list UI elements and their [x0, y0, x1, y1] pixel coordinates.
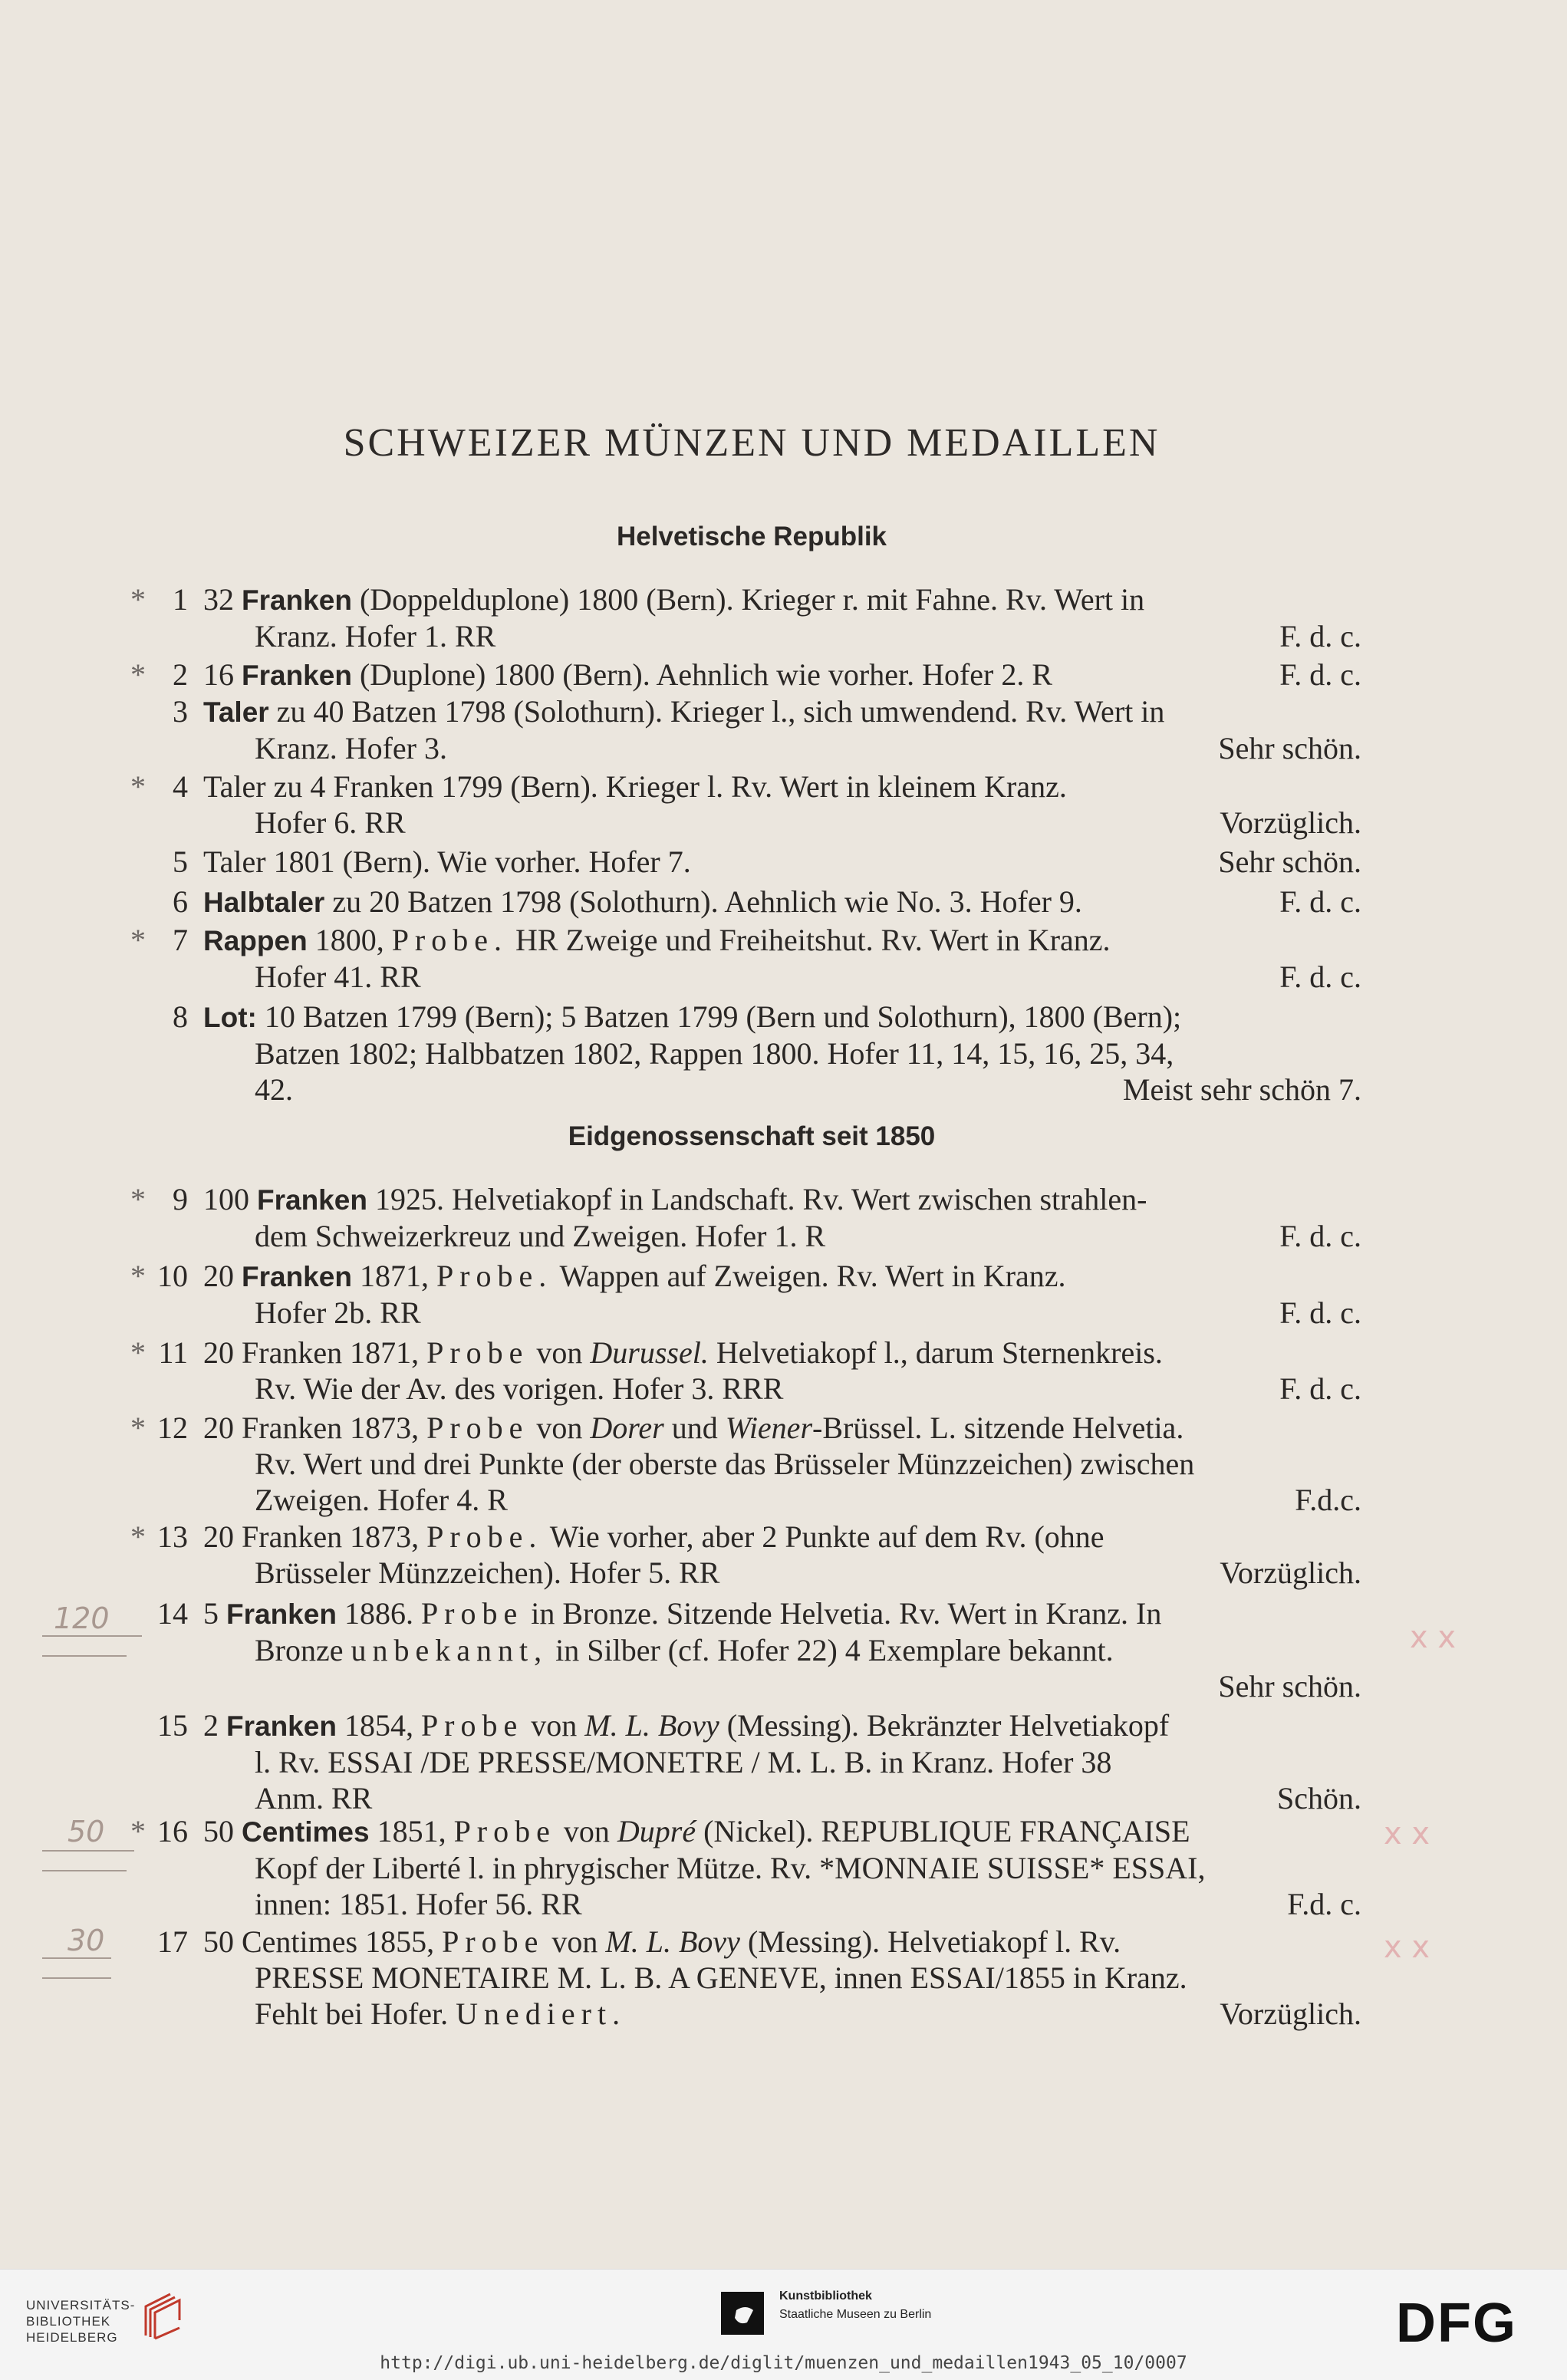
grade: F. d. c.	[1279, 657, 1361, 692]
lot-number: 10	[157, 1259, 188, 1293]
lot-number: 12	[157, 1411, 188, 1445]
lot-number: 8	[173, 999, 188, 1034]
grade: F.d. c.	[1287, 1887, 1361, 1921]
lot-number: 9	[173, 1182, 188, 1216]
grade: Sehr schön.	[1218, 731, 1361, 765]
dfg-logo[interactable]: DFG	[1396, 2293, 1517, 2354]
lot-number: 13	[157, 1519, 188, 1554]
lot-number: 6	[173, 884, 188, 919]
star-marker: *	[130, 1259, 146, 1293]
section-heading-helvetische: Helvetische Republik	[616, 522, 887, 551]
page-url[interactable]: http://digi.ub.uni-heidelberg.de/diglit/muenzen_und_medaillen1943_05_10/0007	[380, 2353, 1187, 2373]
star-marker: *	[130, 1519, 146, 1554]
lot-number: 1	[173, 582, 188, 617]
star-marker: *	[130, 1182, 146, 1216]
grade: Sehr schön.	[1218, 844, 1361, 879]
star-marker: *	[130, 657, 146, 692]
lot-number: 2	[173, 657, 188, 692]
star-marker: *	[130, 1335, 146, 1370]
pencil-underline	[42, 1635, 142, 1637]
star-marker: *	[130, 769, 146, 804]
grade: Meist sehr schön 7.	[1122, 1072, 1361, 1107]
lot-number: 16	[157, 1814, 188, 1848]
pencil-mark-xx: x x	[1384, 1930, 1430, 1965]
lot-number: 17	[157, 1924, 188, 1959]
lot-number: 15	[157, 1708, 188, 1743]
lot-number: 4	[173, 769, 188, 804]
grade: Schön.	[1277, 1781, 1361, 1815]
grade: Vorzüglich.	[1220, 1555, 1361, 1590]
grade: Vorzüglich.	[1220, 805, 1361, 840]
kunstbibliothek-label[interactable]: Kunstbibliothek Staatliche Museen zu Berlin	[779, 2289, 932, 2321]
grade: F. d. c.	[1279, 1219, 1361, 1253]
pencil-mark-xx: x x	[1410, 1620, 1457, 1655]
star-marker: *	[130, 1411, 146, 1445]
lot-number: 11	[158, 1335, 188, 1370]
scanned-page: SCHWEIZER MÜNZEN UND MEDAILLEN Helvetische Republik * 1 32 Franken (Doppelduplone) 1800 (Bern). Krieger r. mit Fahne. Rv. Wert in Kranz. Hofer 1. RR F. d. c. * 2 16 Franken (Duplone) 1800 (Bern). Aehnlich wie vorher. Hofer 2. R F. d. c. 3 Taler zu 40 Batzen 1798 (Solothurn). Krieger l., sich umwendend. Rv. Wert in Kranz. Hofer 3. Sehr schön. * 4 Taler zu 4 Franken 1799 (Bern). Krieger l. Rv. Wert in kleinem Kranz. Hofer 6. RR Vorzüglich. 5 Taler 1801 (Bern). Wie vorher. Hofer 7. Sehr schön. 6 Halbtaler zu 20 Batzen 1798 (Solothurn). Aehnlich wie No. 3. Hofer 9. F. d. c. * 7 Rappen 1800, Probe. HR Zweige und Freiheitshut. Rv. Wert in Kranz. Hofer 41. RR F. d. c. 8 Lot: 10 Batzen 1799 (Bern); 5 Batzen 1799 (Bern und Solothurn), 1800 (Bern); Batzen 1802; Halbbatzen 1802, Rappen 1800. Hofer 11, 14, 15, 16, 25, 34, 42. Meist sehr schön 7. Eidgenossenschaft seit 1850 * 9 100 Franken 1925. Helvetiakopf in Landschaft. Rv. Wert zwischen strahlen- dem Schweizerkreuz und Zweigen. Hofer 1. R F. d. c. * 10 20 Franken 1871, Probe. Wappen auf Zweigen. Rv. Wert in Kranz. Hofer 2b. RR F. d. c. * 11 20 Franken 1871, Probe von Durussel. Helvetiakopf l., darum Sternenkreis. Rv. Wie der Av. des vorigen. Hofer 3. RRR F. d. c. * 12 20 Franken 1873, Probe von Dorer und Wiener-Brüssel. L. sitzende Helvetia. Rv. Wert und drei Punkte (der oberste das Brüsseler Münzzeichen) zwischen Zweigen. Hofer 4. R F.d.c. * 13 20 Franken 1873, Probe. Wie vorher, aber 2 Punkte auf dem Rv. (ohne Brüsseler Münzzeichen). Hofer 5. RR Vorzüglich. 14 5 Franken 1886. Probe in Bronze. Sitzende Helvetia. Rv. Wert in Kranz. In Bronze unbekannt, in Silber (cf. Hofer 22) 4 Exemplare bekannt. Sehr schön. 15 2 Franken 1854, Probe von M. L. Bovy (Messing). Bekränzter Helvetiakopf l. Rv. ESSAI /DE PRESSE/MONETRE / M. L. B. in Kranz. Hofer 38 Anm. RR Schön. * 16 50 Centimes 1851, Probe von Dupré (Nickel). REPUBLIQUE FRANÇAISE Kopf der Liberté l. in phrygischer Mütze. Rv. *MONNAIE SUISSE* ESSAI, innen: 1851. Hofer 56. RR F.d. c. 17 50 Centimes 1855, Probe von M. L. Bovy (Messing). Helvetiakopf l. Rv. PRESSE MONETAIRE M. L. B. A GENEVE, innen ESSAI/1855 in Kranz. Fehlt bei Hofer. Unediert. Vorzüglich. 120 50 30 x x x x x x	[0, 0, 1567, 2269]
pencil-underline	[42, 1977, 111, 1979]
section-heading-eidgenossenschaft: Eidgenossenschaft seit 1850	[568, 1121, 936, 1151]
lot-number: 3	[173, 694, 188, 729]
pencil-price-17: 30	[67, 1924, 105, 1957]
grade: F. d. c.	[1279, 1371, 1361, 1406]
lot-number: 14	[157, 1596, 188, 1631]
ub-heidelberg-emblem-icon	[140, 2289, 186, 2343]
grade: F. d. c.	[1279, 1295, 1361, 1330]
page-title: SCHWEIZER MÜNZEN UND MEDAILLEN	[343, 421, 1160, 465]
grade: Sehr schön.	[1218, 1669, 1361, 1704]
star-marker: *	[130, 582, 146, 617]
pencil-underline	[42, 1870, 127, 1871]
pencil-underline	[42, 1655, 127, 1657]
grade: F. d. c.	[1279, 884, 1361, 919]
grade: F. d. c.	[1279, 960, 1361, 994]
pencil-underline	[42, 1957, 111, 1959]
pencil-price-16: 50	[67, 1815, 105, 1848]
pencil-underline	[42, 1850, 134, 1852]
grade: F.d.c.	[1295, 1483, 1361, 1517]
ub-heidelberg-logo[interactable]: UNIVERSITÄTS- BIBLIOTHEK HEIDELBERG	[26, 2298, 136, 2345]
pencil-mark-xx: x x	[1384, 1816, 1430, 1852]
star-marker: *	[130, 1814, 146, 1848]
pencil-price-14: 120	[54, 1601, 110, 1635]
lot-number: 5	[173, 844, 188, 879]
grade: Vorzüglich.	[1220, 1997, 1361, 2031]
lot-number: 7	[173, 923, 188, 957]
star-marker: *	[130, 923, 146, 957]
grade: F. d. c.	[1279, 619, 1361, 653]
